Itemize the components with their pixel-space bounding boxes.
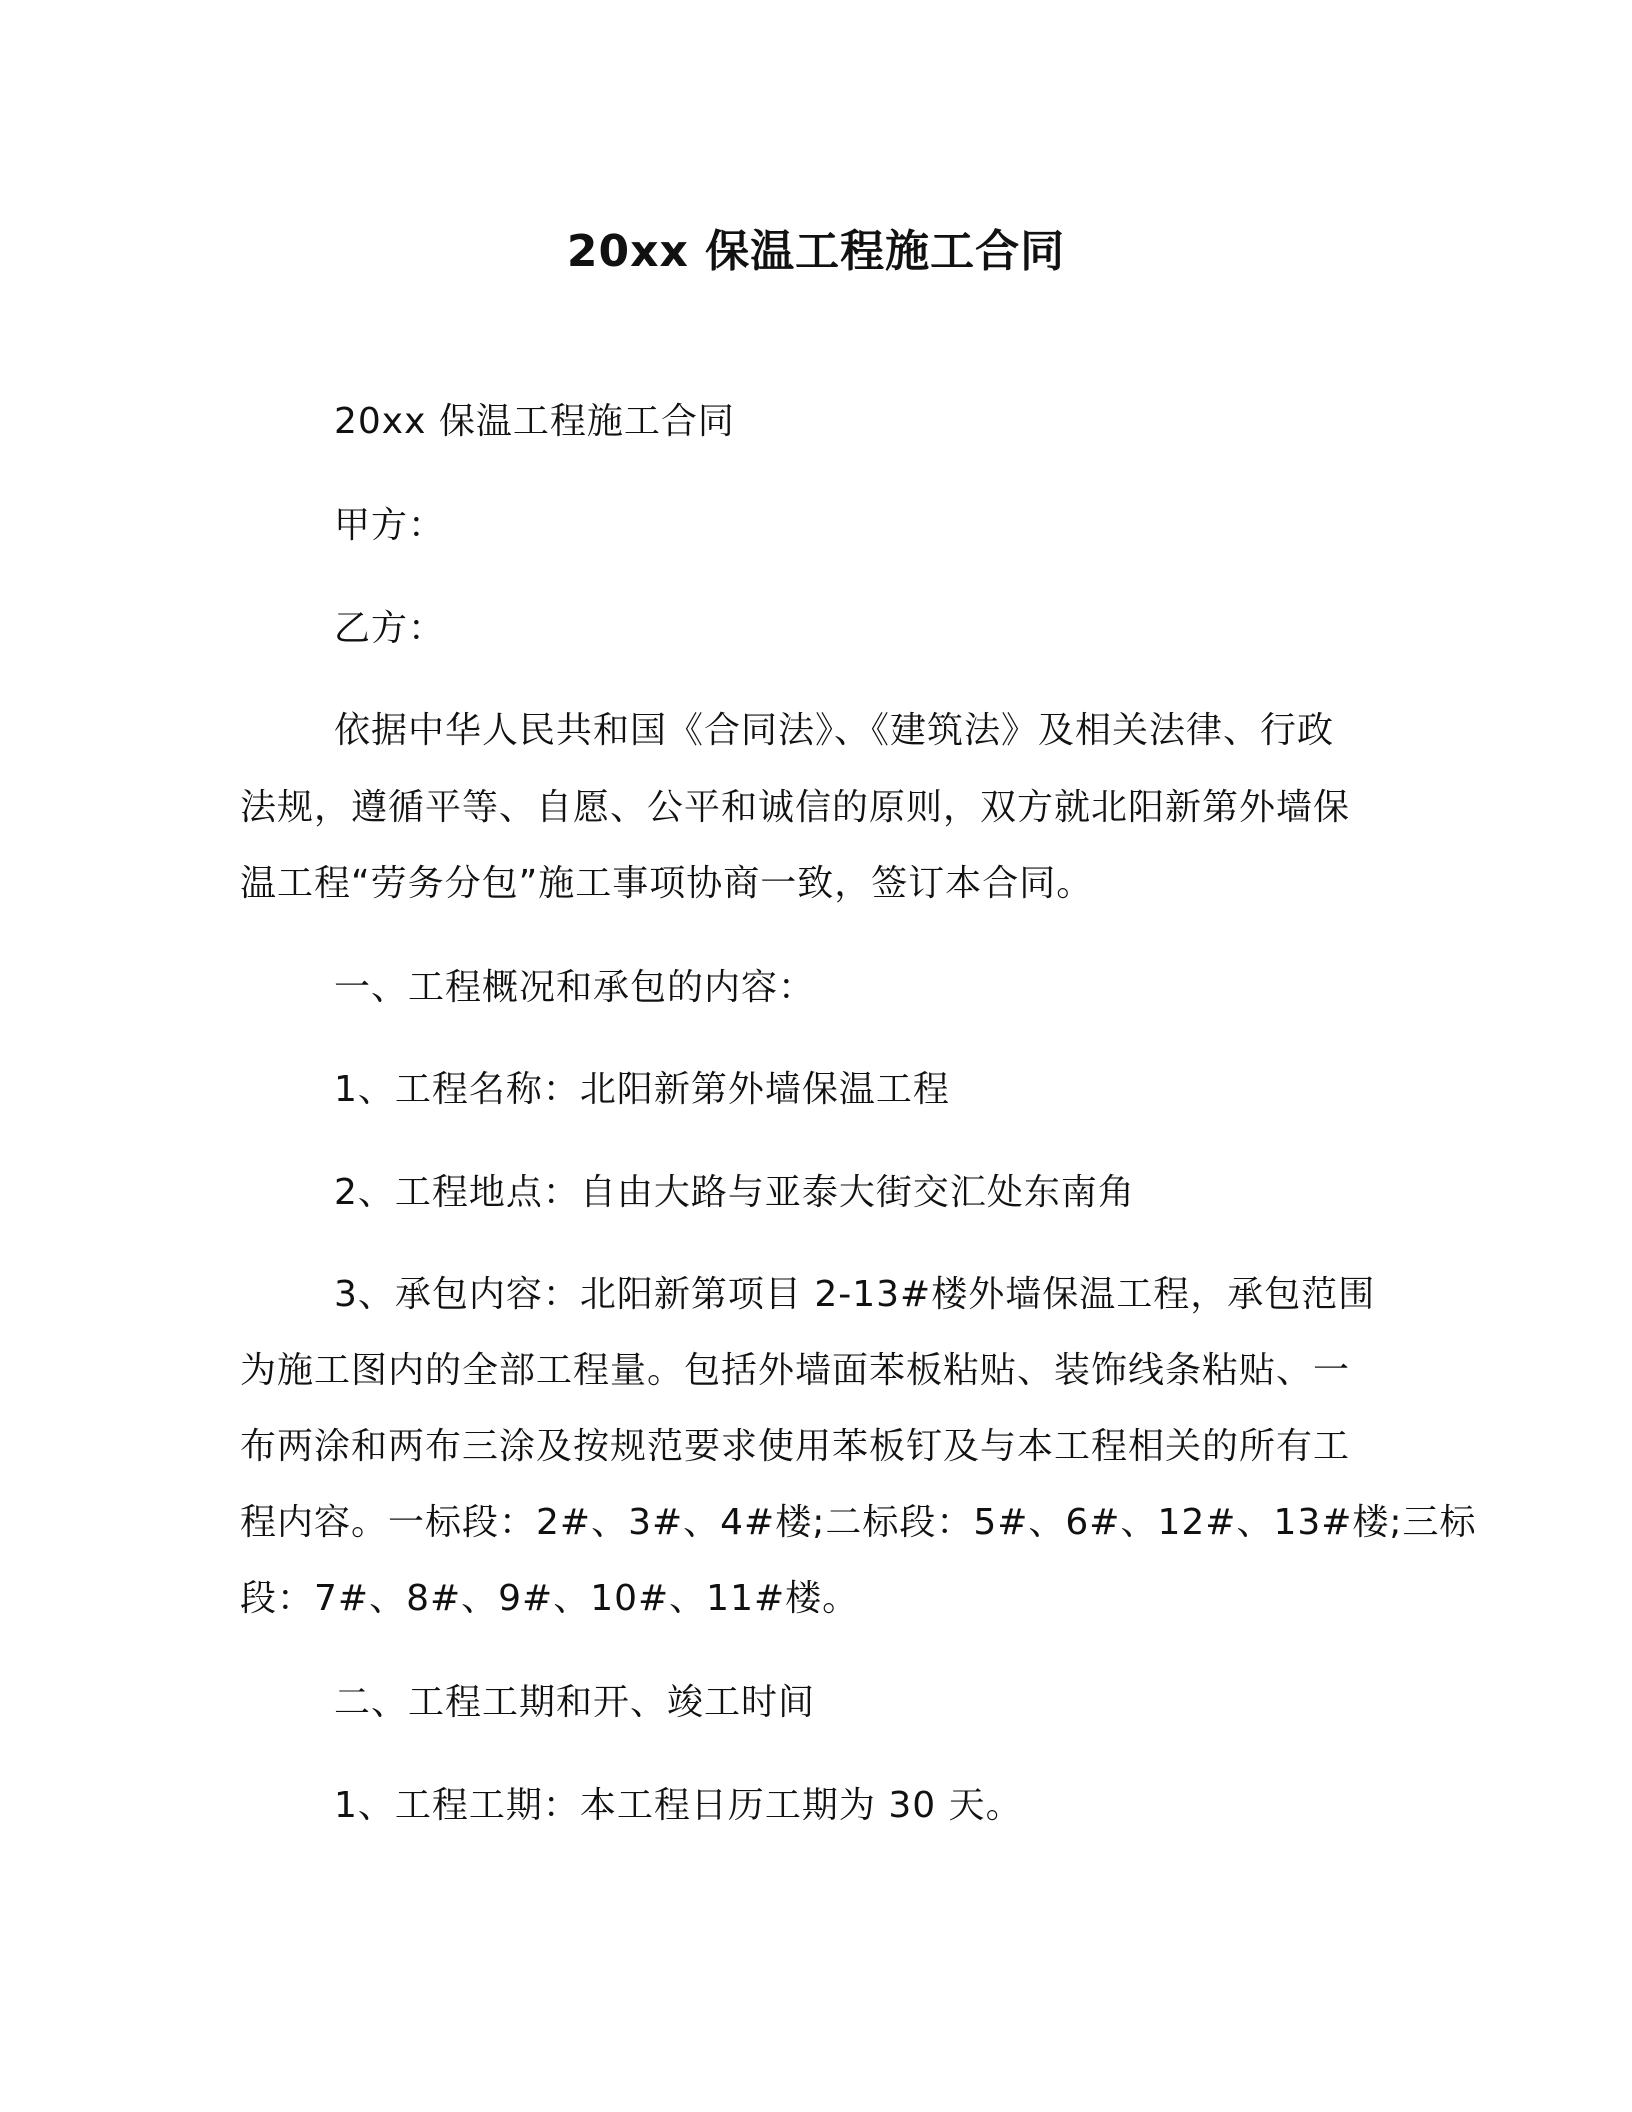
scope-line-1: 3、承包内容：北阳新第项目 2-13#楼外墙保温工程，承包范围: [334, 1274, 1376, 1315]
scope-line-3: 布两涂和两布三涂及按规范要求使用苯板钉及与本工程相关的所有工: [240, 1426, 1351, 1467]
section-1-heading: 一、工程概况和承包的内容：: [334, 967, 816, 1008]
schedule-line: 1、工程工期：本工程日历工期为 30 天。: [334, 1785, 1023, 1826]
project-location-line: 2、工程地点：自由大路与亚泰大街交汇处东南角: [334, 1172, 1135, 1213]
section-2-heading: 二、工程工期和开、竣工时间: [334, 1682, 816, 1723]
document-title: 20xx 保温工程施工合同: [566, 226, 1066, 277]
party-b-label: 乙方：: [334, 608, 446, 649]
contract-heading: 20xx 保温工程施工合同: [334, 401, 735, 442]
scope-line-5: 段：7#、8#、9#、10#、11#楼。: [240, 1578, 860, 1619]
preamble-line-2: 法规，遵循平等、自愿、公平和诚信的原则，双方就北阳新第外墙保: [240, 787, 1351, 828]
scope-line-2: 为施工图内的全部工程量。包括外墙面苯板粘贴、装饰线条粘贴、一: [240, 1350, 1351, 1391]
party-a-label: 甲方：: [334, 505, 446, 546]
preamble-line-3: 温工程“劳务分包”施工事项协商一致，签订本合同。: [240, 863, 1094, 904]
scope-line-4: 程内容。一标段：2#、3#、4#楼;二标段：5#、6#、12#、13#楼;三标: [240, 1502, 1477, 1543]
project-name-line: 1、工程名称：北阳新第外墙保温工程: [334, 1069, 950, 1110]
preamble-line-1: 依据中华人民共和国《合同法》、《建筑法》及相关法律、行政: [334, 710, 1335, 751]
